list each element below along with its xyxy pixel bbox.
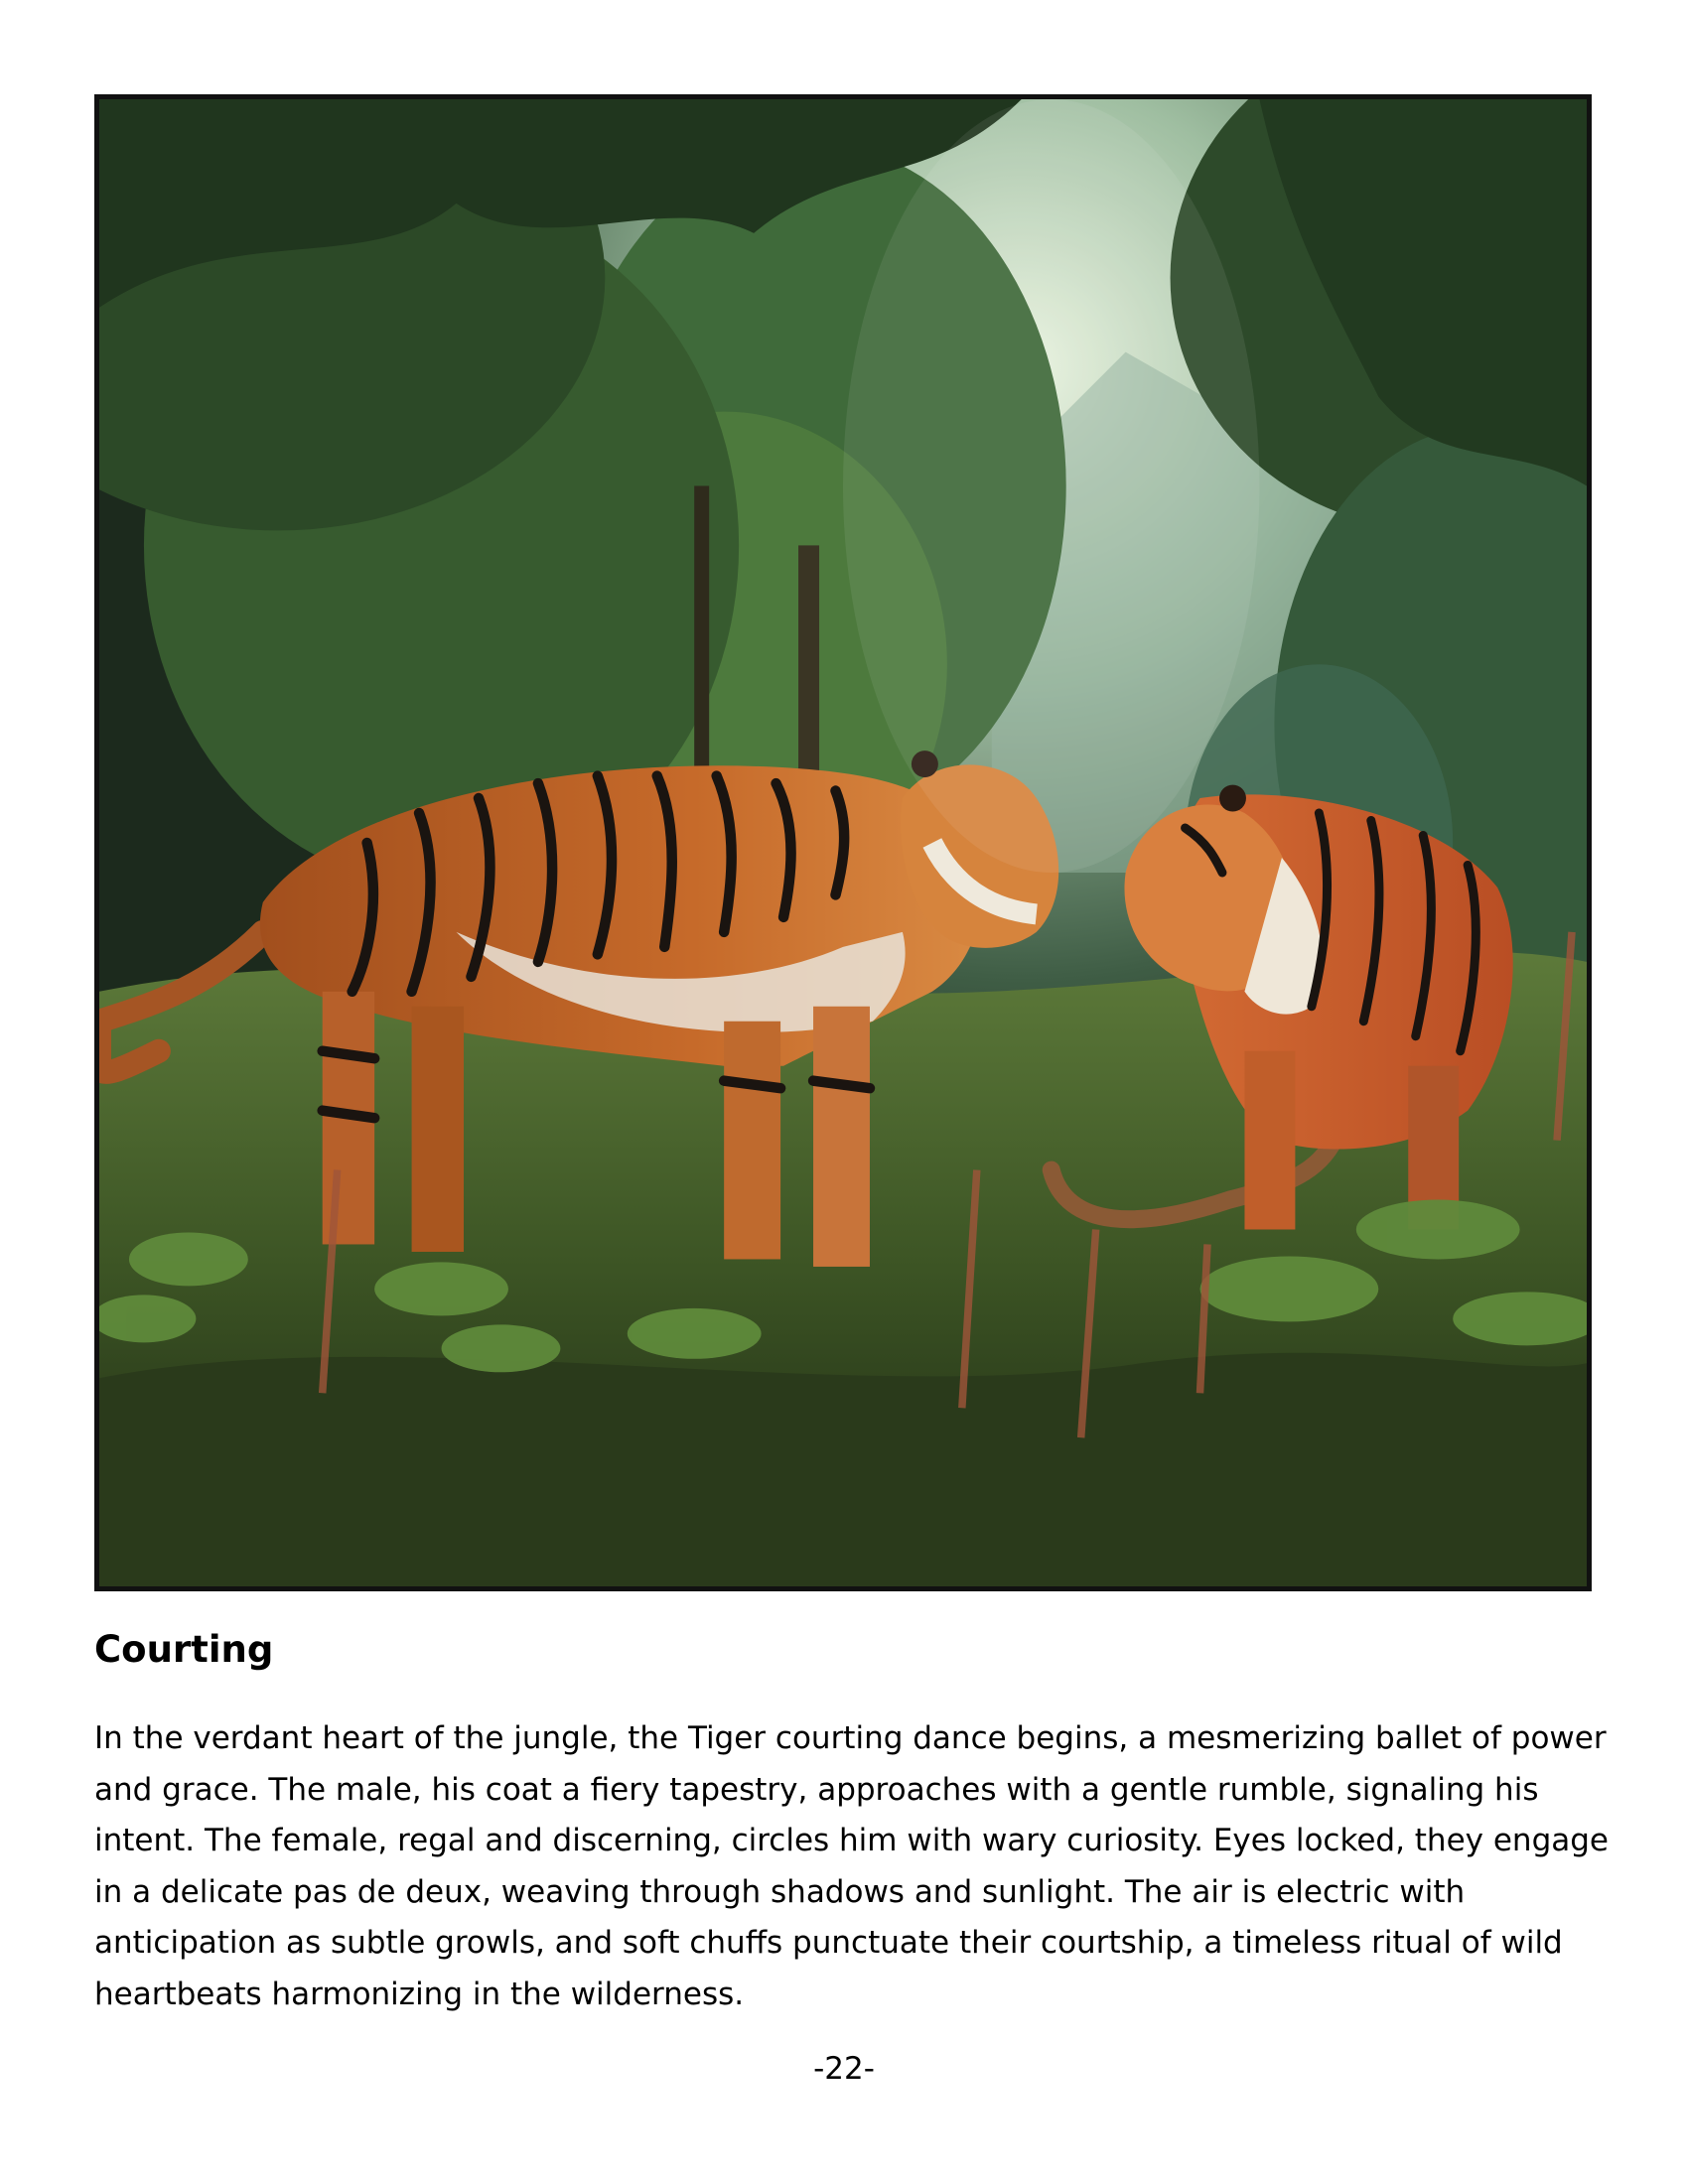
section-body-text: In the verdant heart of the jungle, the Tiger courting dance begins, a mesmerizing ballet of power and grace. The male, his coat a fiery tapestry, approaches with a gentle rumble, signaling his intent. The female, regal and discerning, circles him with wary curiosity. Eyes locked, they engage in a delicate pas de deux, weaving through shadows and sunlight. The air is electric with anticipation as subtle growls, and soft chuffs punctuate their courtship, a timeless ritual of wild heartbeats harmonizing in the wilderness. bbox=[94, 1720, 1609, 2012]
section-heading: Courting bbox=[94, 1628, 274, 1671]
tiger-courting-illustration bbox=[94, 94, 1592, 1591]
jungle-scene-image bbox=[99, 99, 1587, 1586]
page-number: -22- bbox=[813, 2051, 875, 2087]
